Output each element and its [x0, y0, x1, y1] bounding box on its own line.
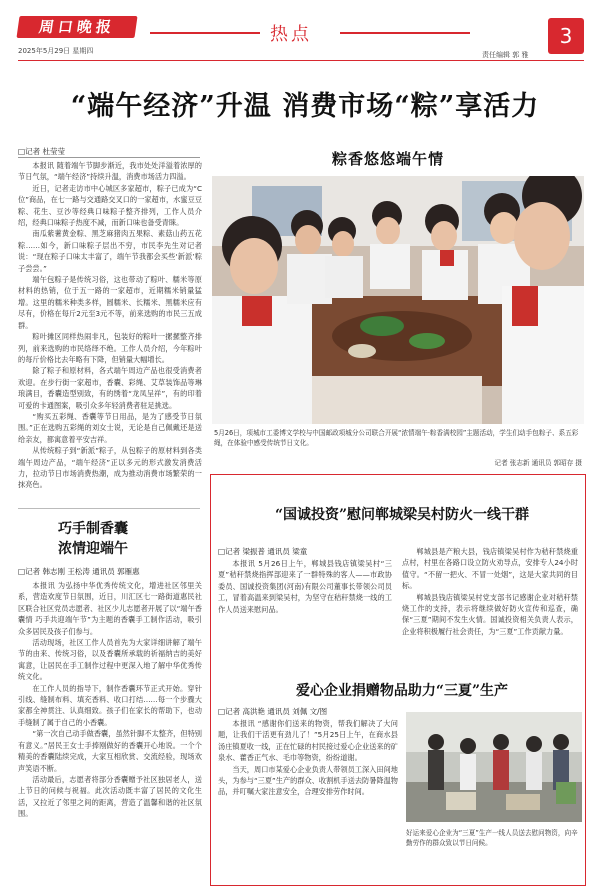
paragraph: 本报讯 为弘扬中华优秀传统文化，增进社区邻里关系，营造欢度节日氛围，近日，川汇区七一路街道惠民社区联合社区党员志愿者、社区少儿志愿者开展了以“端午香囊情 巧手共迎端午节”为主题的香囊手工制作活动，吸引众多居民及孩子们参与。 — [18, 581, 202, 636]
paragraph: 除了粽子和原材料，各式端午周边产品也很受消费者欢迎。在步行街一家超市，香囊、彩绳、艾草装饰品等琳琅满目，香囊造型别致，有的绣着“龙凤呈祥”，有的印着可爱的卡通图案，吸引众多年轻消费者驻足挑选。 — [18, 366, 202, 410]
article3-body-col1 — [218, 558, 392, 674]
article4-title: 爱心企业捐赠物品助力“三夏”生产 — [295, 683, 509, 699]
article3-title: “国诚投资”慰问郸城梁吴村防火一线干群 — [274, 507, 530, 523]
article2-byline: □记者 韩志刚 王松涛 通讯员 郭雁惠 — [18, 567, 140, 576]
divider — [18, 508, 200, 509]
paragraph: 本报讯 5月26日上午，郸城县钱店镇梁吴村“三夏”秸秆禁烧指挥部迎来了一群特殊的客人——市政协委员、国诚投资集团(河南)有限公司董事长带领公司员工，冒着高温来到梁吴村，为坚守在秸秆禁烧一线的工作人员送来慰问品。 — [218, 559, 392, 614]
article2-body — [18, 580, 202, 880]
divider — [18, 60, 584, 61]
paragraph: 南瓜紫薯黄金粽、黑芝麻猪肉五果粽、素菇山药五花粽……如今，新口味粽子层出不穷，市民李先生对记者说：“现在粽子口味太丰富了，端午节我都会买些‘新派’粽子尝尝。” — [18, 229, 202, 273]
paragraph: 活动现场，社区工作人员首先为大家详细讲解了端午节的由来、传统习俗，以及香囊所承载的祈福纳吉的美好寓意，让居民在手工制作过程中更深入地了解中华优秀传统文化。 — [18, 638, 202, 682]
photo-credit: 记者 张志新 通讯员 郭昭存 摄 — [494, 459, 582, 467]
students-making-zongzi-image — [212, 176, 584, 424]
divider — [150, 32, 260, 34]
newspaper-logo: 周口晚报 — [16, 16, 137, 38]
paragraph: 当天，周口市某爱心企业负责人带领员工深入田间地头，为参与“三夏”生产的群众、收割机手送去防暑降温物品，并叮嘱大家注意安全，合理安排劳作时间。 — [218, 764, 398, 797]
masthead — [0, 0, 600, 62]
paragraph: 从传统粽子到“新派”粽子，从包粽子的原材料到各类端午周边产品，“端午经济”正以多元的形式激发消费活力，拉动节日市场消费热潮，成为推动消费市场繁荣的一抹亮色。 — [18, 446, 202, 490]
paragraph: 端午包粽子是传统习俗，这也带动了粽叶、糯米等原材料的热销，位于五一路的一家超市，近期糯米销量猛增。这里的糯米种类多样，圆糯米、长糯米、黑糯米应有尽有，价格在每斤2元至3元不等，前来选购的市民三五成群。 — [18, 275, 202, 330]
charity-donation-photo — [406, 712, 582, 822]
dateline: 2025年5月29日 星期四 — [18, 47, 94, 55]
donation-scene-image — [406, 712, 582, 822]
article2-title-line2: 浓情迎端午 — [58, 541, 128, 557]
paragraph: “第一次自己动手做香囊，虽然针脚不太整齐，但特别有意义。”居民王女士手捧刚做好的香囊开心地说。一个个精美的香囊陆续完成，大家互相欣赏、交流经验，现场欢声笑语不断。 — [18, 729, 202, 773]
paragraph: 本报讯 “感谢你们送来的物资，帮我们解决了大问题，让我们干活更有劲儿了！”5月25日上午，在商水县汤庄镇夏收一线，正在忙碌的村民接过爱心企业送来的矿泉水、藿香正气水、毛巾等物资，纷纷道谢。 — [218, 719, 398, 763]
paragraph: 郸城县钱店镇梁吴村党支部书记感谢企业对秸秆禁烧工作的支持，表示将继续做好防火宣传和巡查，确保“三夏”期间不发生火情。国诚投资相关负责人表示，企业将积极履行社会责任，为“三夏”工作贡献力量。 — [402, 592, 578, 636]
article4-byline: □记者 高洪艳 通讯员 刘佩 文/图 — [218, 707, 328, 716]
paragraph: 本报讯 随着端午节脚步渐近，我市处处洋溢着浓厚的节日气氛，“端午经济”持续升温，消费市场活力四溢。 — [18, 161, 202, 182]
page-number: 3 — [548, 18, 584, 54]
divider — [340, 32, 470, 34]
paragraph: 在工作人员的指导下，制作香囊环节正式开始。穿针引线、缝制布料、填充香料、收口打结……每一个步骤大家都全神贯注、认真细致。孩子们在家长的帮助下，也动手缝制了属于自己的小香囊。 — [18, 683, 202, 727]
paragraph: 郸城县是产粮大县，钱店镇梁吴村作为秸秆禁烧重点村，村里在各路口设立防火劝导点，安排专人24小时值守。“不留一把火、不冒一处烟”，这是大家共同的目标。 — [402, 547, 578, 591]
article1-body — [18, 160, 202, 506]
paragraph: 近日，记者走访市中心城区多家超市，粽子已成为“C位”商品，在七一路与交通路交叉口的一家超市，水蜜豆豆粽、花生、豆沙等经典口味粽子整齐排列，工作人员介绍，经典口味粽子热度不减，而新口味也备受青睐。 — [18, 183, 202, 228]
paragraph: 活动最后，志愿者将部分香囊赠予社区独居老人，送上节日的问候与祝福。此次活动既丰富了居民的文化生活，又拉近了邻里之间的距离，营造了温馨和谐的社区氛围。 — [18, 774, 202, 819]
photo-caption: 5月26日，项城市工委博文学校与中国邮政项城分公司联合开展“浓情端午·粽香满校园”主题活动，学生们动手包粽子、系五彩绳，在体验中感受传统节日文化。 — [214, 429, 579, 447]
dragon-boat-festival-photo — [212, 176, 584, 424]
main-headline: “端午经济”升温 消费市场“粽”享活力 — [70, 91, 540, 122]
divider — [18, 157, 200, 158]
article1-byline: □记者 杜莹莹 — [18, 147, 65, 156]
article3-body-col2 — [402, 546, 578, 674]
paragraph: 粽叶摊区同样热闹非凡，包装好的粽叶一摞摞整齐排列，前来选购的市民络绎不绝。工作人员介绍，今年粽叶的每斤价格比去年略有下降，但销量大幅增长。 — [18, 332, 202, 364]
photo2-caption: 好运来爱心企业为“三夏”生产一线人员送去慰问物资，向辛勤劳作的群众致以节日问候。 — [406, 829, 578, 847]
article2-title-line1: 巧手制香囊 — [58, 521, 128, 537]
photo-title: 粽香悠悠端午情 — [332, 150, 445, 168]
article3-byline: □记者 梁振普 通讯员 梁童 — [218, 547, 308, 556]
article4-body — [218, 718, 398, 878]
paragraph: “购买五彩绳、香囊等节日用品，是为了感受节日氛围。”正在选购五彩绳的刘女士说，无论是自己佩戴还是送给亲友，都寓意着平安吉祥。 — [18, 411, 202, 444]
editor-credit: 责任编辑 郭 雅 — [482, 51, 529, 59]
section-title: 热点 — [270, 24, 312, 45]
